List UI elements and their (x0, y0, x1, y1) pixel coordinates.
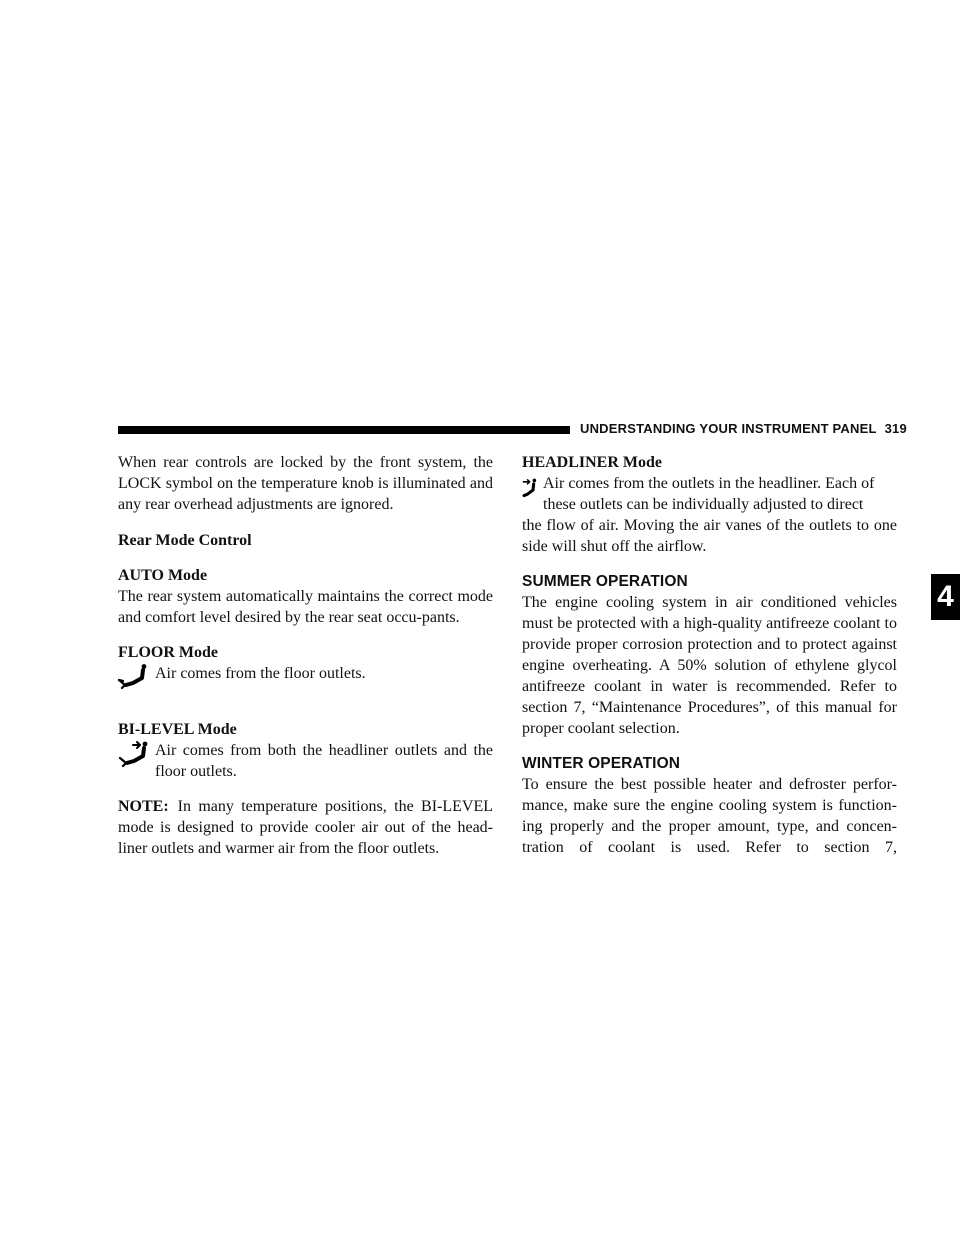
bi-level-mode-icon (118, 740, 150, 770)
winter-operation-heading: WINTER OPERATION (522, 755, 681, 772)
lock-intro-paragraph: When rear controls are locked by the front system, the LOCK symbol on the temperature knob is illuminated and any rear overhead adjustments are ignored. (118, 454, 493, 513)
header-rule (118, 426, 570, 434)
headliner-text-rest: the flow of air. Moving the air vanes of the outlets to one side will shut off the airflow. (522, 517, 897, 555)
bilevel-mode-heading: BI-LEVEL Mode (118, 721, 237, 738)
auto-mode-heading: AUTO Mode (118, 567, 208, 584)
left-column (118, 452, 493, 859)
bilevel-mode-block (118, 740, 493, 782)
headliner-mode-icon (522, 473, 544, 503)
right-column (522, 452, 897, 858)
section-title: UNDERSTANDING YOUR INSTRUMENT PANEL (580, 421, 877, 436)
running-header (580, 421, 907, 436)
winter-operation-text: To ensure the best possible heater and defroster perfor-mance, make sure the engine cooling system is function-ing properly and the proper amount, type, and concen-tration of coolant is used. Refer to section 7, (522, 776, 897, 856)
note-text: In many temperature positions, the BI-LEVEL mode is designed to provide cooler air out of the head-liner outlets and warmer air from the floor outlets. (118, 798, 493, 857)
floor-mode-block (118, 663, 493, 709)
floor-mode-text: Air comes from the floor outlets. (155, 665, 366, 682)
rear-mode-heading: Rear Mode Control (118, 532, 252, 549)
note-paragraph (118, 796, 493, 859)
headliner-text-line2: these outlets can be individually adjusted to direct (543, 496, 864, 513)
auto-mode-text: The rear system automatically maintains the correct mode and comfort level desired by the rear seat occu-pants. (118, 588, 493, 626)
note-label: NOTE: (118, 798, 169, 815)
floor-mode-heading: FLOOR Mode (118, 644, 218, 661)
headliner-mode-block (522, 473, 897, 515)
floor-mode-icon (118, 663, 150, 693)
headliner-text-line1: Air comes from the outlets in the headliner. Each of (543, 475, 875, 492)
headliner-mode-heading: HEADLINER Mode (522, 454, 663, 471)
summer-operation-heading: SUMMER OPERATION (522, 573, 688, 590)
summer-operation-text: The engine cooling system in air conditioned vehicles must be protected with a high-quality antifreeze coolant to provide proper corrosion protection and to protect against engine overheating. A 50% solution of ethylene glycol antifreeze coolant in water is recommended. Refer to section 7, “Maintenance Procedures”, of this manual for proper coolant selection. (522, 594, 897, 737)
page-number: 319 (884, 421, 907, 436)
chapter-tab: 4 (931, 574, 960, 620)
bilevel-mode-text: Air comes from both the headliner outlets and the floor outlets. (155, 742, 493, 780)
